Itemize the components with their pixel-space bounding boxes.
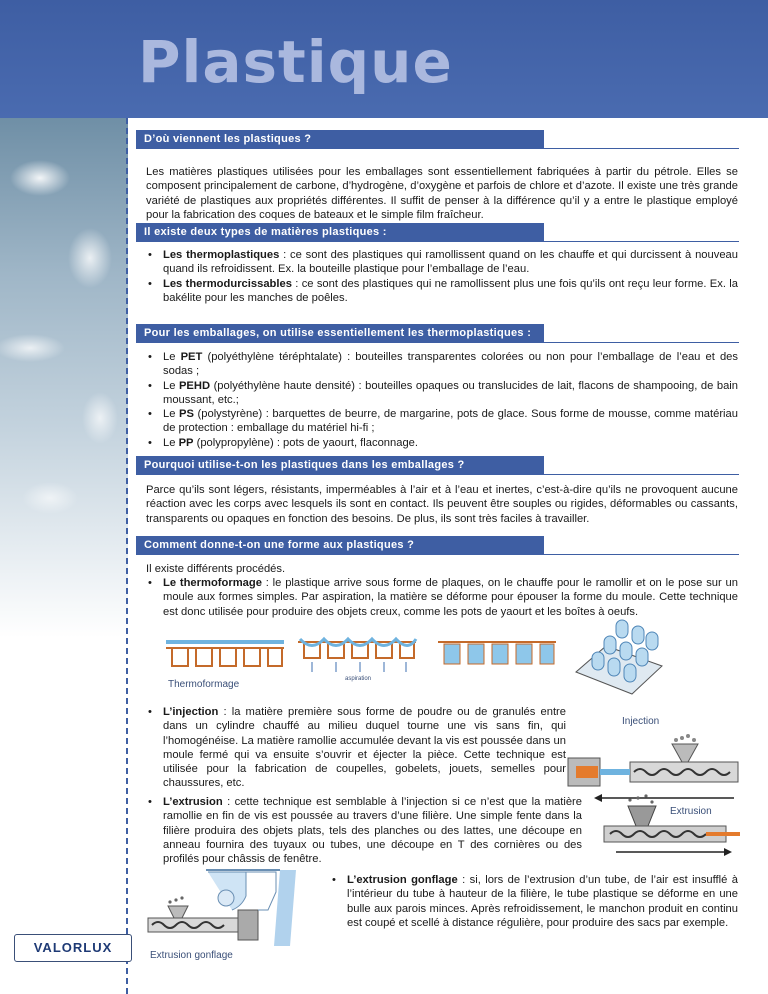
dashed-divider xyxy=(126,118,128,994)
extrusion-caption: Extrusion xyxy=(670,806,712,817)
heading-rule xyxy=(544,148,739,149)
thermoformage-caption: Thermoformage xyxy=(168,679,240,690)
extrusion-gonflage-caption: Extrusion gonflage xyxy=(150,950,233,961)
extrusion-diagram xyxy=(600,792,740,862)
list-item: • L’extrusion gonflage : si, lors de l’extrusion d’un tube, de l’air est insufflé à l’intérieur du tube à hauteur de la filière, le tube plastique se déforme en une bulle aux parois minces. Après refroidissement, le manchon produit en continu est coupé et scellé à distance régulière, pour produire des sacs par exemple. xyxy=(330,873,738,930)
list-item: • Les thermoplastiques : ce sont des plastiques qui ramollissent quand on les chauffe et qui durcissent à nouveau quand ils refroidissent. Ex. la bouteille plastique pour l’emballage de l’eau. xyxy=(146,248,738,277)
valorlux-logo: VALORLUX xyxy=(14,934,132,962)
origin-paragraph: Les matières plastiques utilisées pour les emballages sont essentiellement fabriquées à partir du pétrole. Elles se composent principalement de carbone, d’hydrogène, d’oxygène et parfois de chlore et d’azote. Il existe une très grande variété de plastiques aux propriétés différentes. Il suffit de penser à la différence qu’il y a entre le plastique employé pour la fabrication des coques de bateaux et le simple film fraîcheur. xyxy=(146,166,738,221)
thermoform-step1-diagram xyxy=(166,638,286,668)
thermoplastics-list xyxy=(146,350,738,450)
list-item: • L’extrusion : cette technique est semblable à l’injection si ce n’est que la matière ramollie en fin de vis est poussée au travers d’une filière. Une simple fente dans la filière produira des objets plats, tels des planches ou des lattes, une découpe en anneau fournira des tuyaux ou tubes, une découpe en T des cornières ou des profilés pour châssis de fenêtre. xyxy=(146,795,582,866)
process-extrusion xyxy=(146,795,582,866)
list-item: • Le PET (polyéthylène téréphtalate) : bouteilles transparentes colorées ou non pour l’emballage de l’eau et des sodas ; xyxy=(146,350,738,379)
section-heading: Il existe deux types de matières plastiques : xyxy=(136,223,544,242)
section-heading: Pour les emballages, on utilise essentiellement les thermoplastiques : xyxy=(136,324,544,343)
thermoformed-cups-illustration xyxy=(574,614,664,702)
page-title: Plastique xyxy=(138,28,453,96)
list-item: • L’injection : la matière première sous forme de poudre ou de granulés entre dans un cylindre chauffé au milieu duquel tourne une vis sans fin, qui l’homogénéise. La matière ramollie accumulée devant la vis est poussée dans un moule fermé qui va ensuite s’ouvrir et éjecter la pièce. Cette technique est utilisée pour la fabrication de coupelles, gobelets, jouets, semelles pour chaussures, etc. xyxy=(146,705,566,791)
process-injection xyxy=(146,705,566,791)
why-paragraph: Parce qu’ils sont légers, résistants, imperméables à l’air et à l’eau et inertes, c’est-à-dire qu’ils ne provoquent aucune réaction avec les corps avec lesquels ils sont en contact. Ils peuvent être souples ou rigides, déformables ou cassants, transparents ou opaques en fonction des besoins. De plus, ils sont très faciles à travailler. xyxy=(146,484,738,525)
extrusion-gonflage-diagram xyxy=(146,866,306,948)
plastic-flakes-photo xyxy=(0,118,128,638)
list-item: • Le PP (polypropylène) : pots de yaourt, flaconnage. xyxy=(146,436,738,450)
aspiration-label: aspiration xyxy=(345,676,372,682)
heading-rule xyxy=(544,474,739,475)
process-extrusion-gonflage xyxy=(330,873,738,930)
process-thermoformage xyxy=(146,576,738,619)
plastic-types-list xyxy=(146,248,738,305)
list-item: • Le PS (polystyrène) : barquettes de beurre, de margarine, pots de glace. Sous forme de mousse, comme matériau de protection : emballage du matériel hi-fi ; xyxy=(146,407,738,436)
heading-rule xyxy=(544,241,739,242)
section-heading: D’où viennent les plastiques ? xyxy=(136,130,544,149)
section-heading: Comment donne-t-on une forme aux plastiques ? xyxy=(136,536,544,555)
injection-caption: Injection xyxy=(622,716,660,727)
list-item: • Le PEHD (polyéthylène haute densité) : bouteilles opaques ou translucides de lait, flacons de shampooing, de bain moussant, etc.; xyxy=(146,379,738,408)
list-item: • Le thermoformage : le plastique arrive sous forme de plaques, on le chauffe pour le ramollir et on le pose sur un moule aux formes simples. Par aspiration, la matière se déforme pour épouser la forme du moule. Cette technique est donc utilisée pour produire des objets creux, comme les pots de yaourt et les boîtes à oeufs. xyxy=(146,576,738,619)
section-heading: Pourquoi utilise-t-on les plastiques dans les emballages ? xyxy=(136,456,544,475)
processes-intro: Il existe différents procédés. xyxy=(146,563,286,575)
heading-rule xyxy=(544,554,739,555)
thermoform-step3-diagram xyxy=(438,640,558,670)
heading-rule xyxy=(544,342,739,343)
list-item: • Les thermodurcissables : ce sont des plastiques qui ne ramollissent plus une fois qu’ils ont reçu leur forme. Ex. la bakélite pour les manches de poêles. xyxy=(146,277,738,306)
